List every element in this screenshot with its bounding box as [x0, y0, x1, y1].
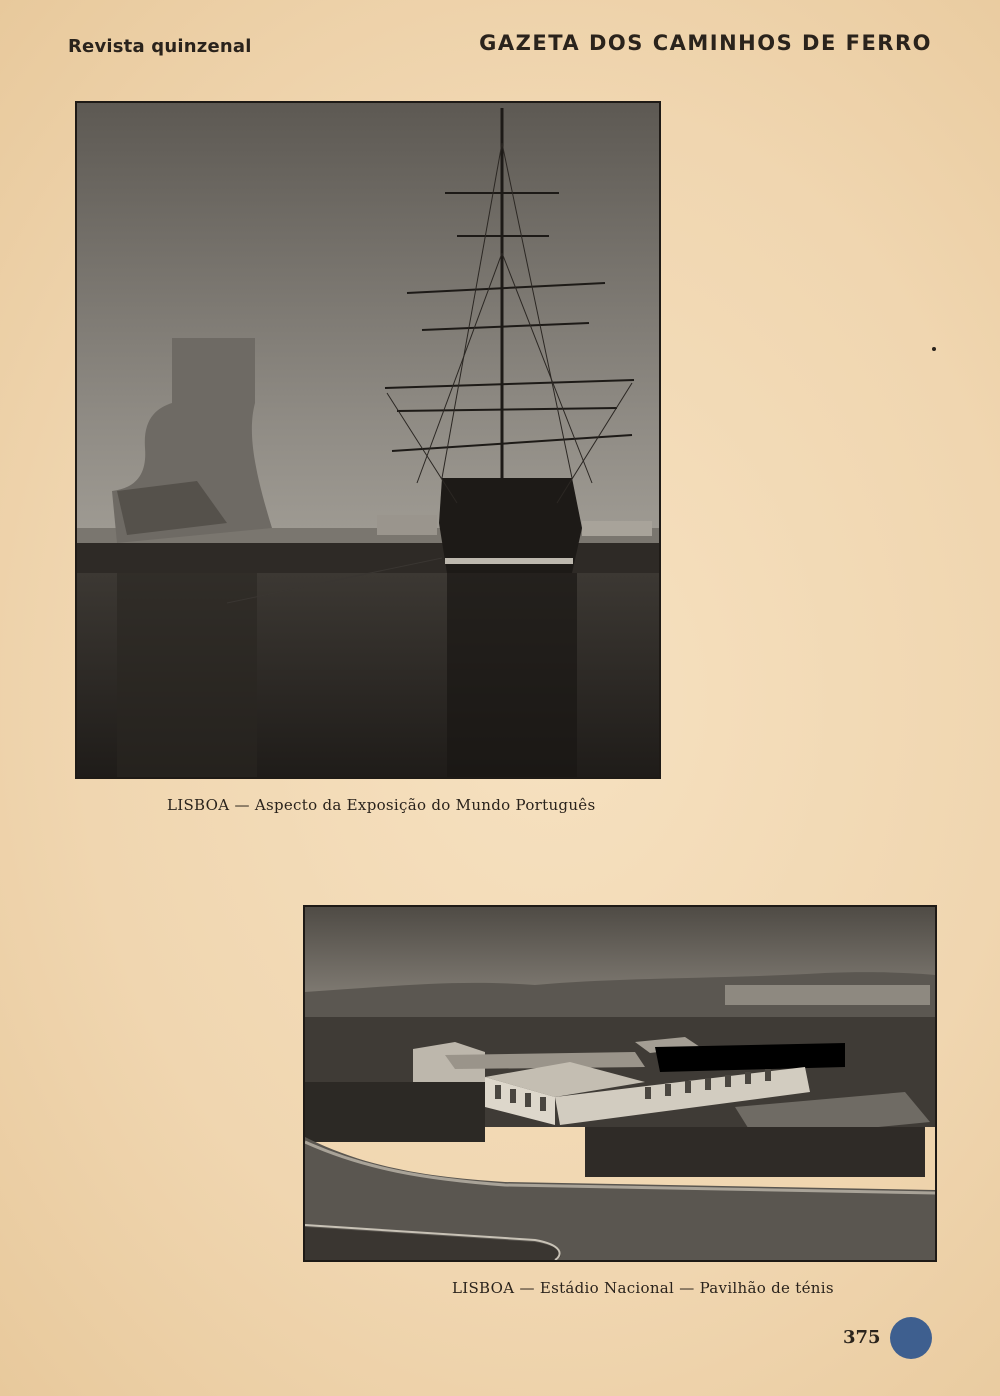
header-magazine-title: GAZETA DOS CAMINHOS DE FERRO: [479, 31, 932, 55]
header-publication-frequency: Revista quinzenal: [68, 36, 252, 57]
photo-stadium-pavilion: [303, 905, 937, 1262]
page-number: 375: [843, 1327, 881, 1348]
paper-speck: [932, 347, 936, 351]
figure-caption: LISBOA — Aspecto da Exposição do Mundo Português: [167, 796, 596, 814]
photo-exposition-ship: [75, 101, 661, 779]
figure-caption: LISBOA — Estádio Nacional — Pavilhão de ténis: [452, 1279, 834, 1297]
page-marker-dot: [890, 1317, 932, 1359]
